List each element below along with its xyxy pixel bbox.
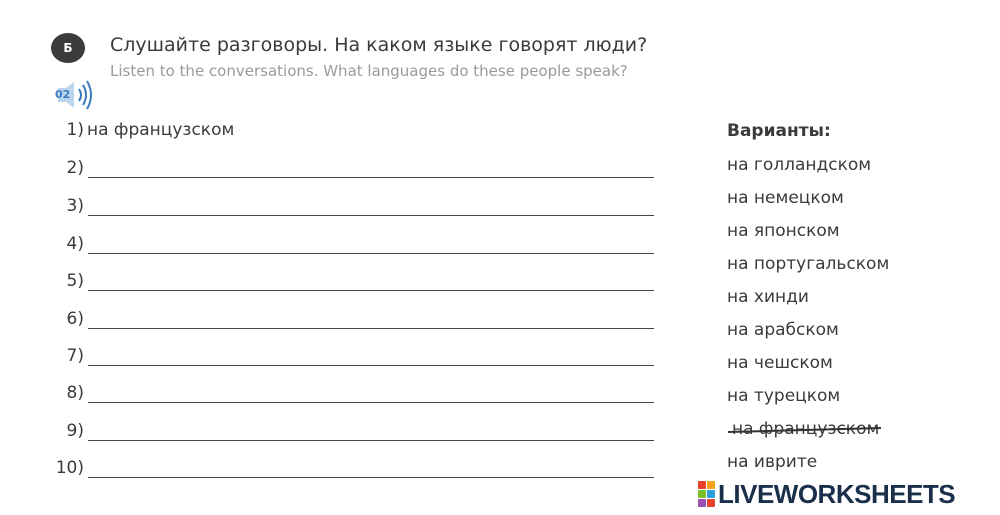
section-badge: Б <box>51 33 85 63</box>
instruction-title-ru: Слушайте разговоры. На каком языке говорят люди? <box>110 34 648 56</box>
answer-blank[interactable] <box>88 253 654 254</box>
options-heading: Варианты: <box>727 121 831 141</box>
option-item: на иврите <box>727 452 818 472</box>
option-item: на голландском <box>727 155 872 175</box>
answer-number: 6) <box>66 309 84 329</box>
answer-blank[interactable] <box>88 440 654 441</box>
answer-number: 5) <box>66 271 84 291</box>
answer-blank[interactable] <box>88 290 654 291</box>
option-item: на немецком <box>727 188 844 208</box>
answer-blank[interactable] <box>88 215 654 216</box>
answer-number: 9) <box>66 421 84 441</box>
option-item: на японском <box>727 221 840 241</box>
answer-blank[interactable] <box>88 365 654 366</box>
answer-number: 2) <box>66 158 84 178</box>
answer-number: 4) <box>66 234 84 254</box>
answer-number: 1) <box>66 120 84 140</box>
answer-blank[interactable] <box>88 477 654 478</box>
option-item: на арабском <box>727 320 839 340</box>
audio-track-number: 02 <box>55 88 71 101</box>
logo-icon <box>698 481 715 507</box>
option-item: на чешском <box>727 353 833 373</box>
answer-number: 10) <box>55 458 84 478</box>
liveworksheets-logo <box>698 478 955 510</box>
option-item: на португальском <box>727 254 890 274</box>
answer-blank[interactable] <box>88 328 654 329</box>
options-box <box>727 0 890 472</box>
option-item: на французском <box>732 419 880 439</box>
option-item: на турецком <box>727 386 841 406</box>
answer-number: 7) <box>66 346 84 366</box>
answer-text: на французском <box>87 120 235 140</box>
answer-blank[interactable] <box>88 177 654 178</box>
answer-number: 8) <box>66 383 84 403</box>
audio-play-button[interactable] <box>52 78 97 112</box>
answer-number: 3) <box>66 196 84 216</box>
brand-name: LIVEWORKSHEETS <box>718 478 956 509</box>
instruction-title-en: Listen to the conversations. What languages do these people speak? <box>110 62 628 80</box>
answer-blank[interactable] <box>88 402 654 403</box>
option-item: на хинди <box>727 287 809 307</box>
